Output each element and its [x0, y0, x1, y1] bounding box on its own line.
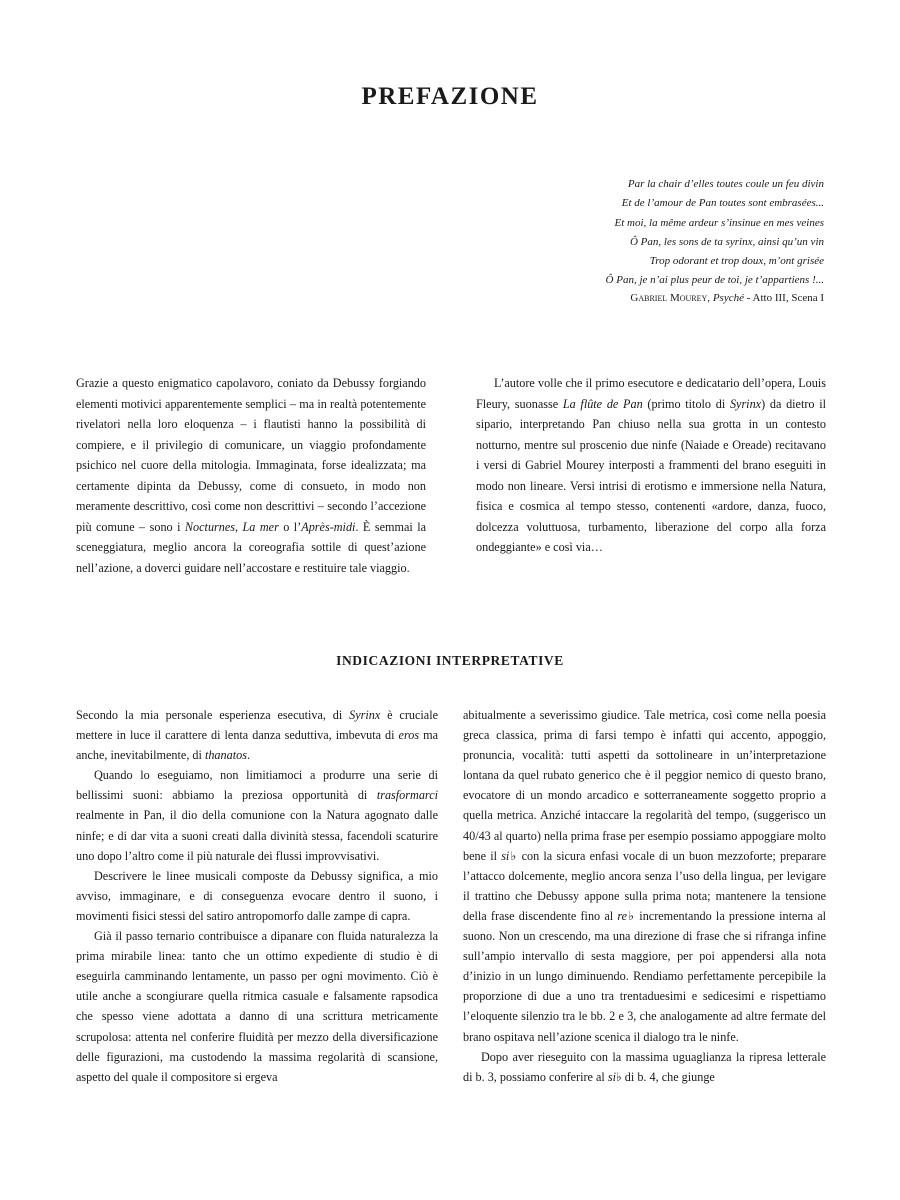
epigraph: [404, 175, 824, 291]
epigraph-line: Ô Pan, je n’ai plus peur de toi, je t’appartiens !...: [605, 274, 824, 287]
text-run: abitualmente a severissimo giudice. Tale metrica, così come nella poesia greca classica, prima di farsi tempo è infatti qui accento, appoggio, pronuncia, vocalità: tutti aspetti da sottolineare in un’interpretazione lontana da quel rubato generico che è il peggior nemico di questo brano, evocatore di un mondo arcadico e sotterraneamente soggetto proprio a quella metrica. Anziché intaccare la regolarità del tempo, (suggerisco un 40/43 al quarto) nella prima frase per esempio possiamo appoggiare molto bene il: [463, 708, 826, 863]
text-run: ♭ di b. 4, che giunge: [616, 1069, 715, 1084]
italic-note: re: [617, 908, 628, 923]
interpretation-left-column: [76, 705, 438, 1087]
italic-term: trasformarci: [376, 788, 438, 803]
body-paragraph: Già il passo ternario contribuisce a dipanare con fluida naturalezza la prima mirabile linea: tanto che un ottimo expediente di studio è di eseguirla camminando lentamente, un passo per ogni movimento. Ciò è utile anche a scongiurare quella ritmica casuale e falsamente rapsodica che spesso viene adottata a danno di una scrittura metricamente scrupolosa: attenta nel conferire fluidità per mezzo della diversificazione delle figurazioni, ma custodendo la massima regolarità di scansione, aspetto del quale il compositore si ergeva: [76, 929, 438, 1084]
attribution-author: Gabriel Mourey,: [630, 292, 711, 304]
body-paragraph: [76, 765, 438, 865]
text-run: L’autore volle che il primo esecutore e dedicatario dell’opera, Louis Fleury, suonasse: [476, 376, 826, 411]
interpretation-right-column: [463, 705, 826, 1087]
body-paragraph: [463, 705, 826, 1047]
text-run: è cruciale mettere in luce il carattere di lenta danza seduttiva, imbevuta di: [76, 708, 438, 743]
attribution-work: Psyché: [712, 292, 744, 304]
italic-title: Après-midi: [301, 519, 356, 534]
body-paragraph: [76, 705, 438, 765]
text-run: ma anche, inevitabilmente, di: [76, 728, 438, 763]
text-run: .: [246, 748, 250, 763]
text-run: Grazie a questo enigmatico capolavoro, coniato da Debussy forgiando elementi motivici apparentemente semplici – ma in realtà potentemente rivelatori nella loro eloquenza – i flautisti hanno la possibilità di compiere, e il privilegio di comunicare, un viaggio profondamente psichico nel cuore della mitologia. Immaginata, forse idealizzata; ma certamente dipinta da Debussy, come di consueto, in modo non meramente descrittivo, così come non descrittivi – secondo l’accezione più comune – sono i: [76, 376, 426, 534]
preface-left-column: [76, 373, 426, 578]
attribution-act: - Atto III, Scena I: [746, 292, 824, 304]
italic-term: thanatos: [204, 748, 247, 763]
text-run: ♭ con la sicura enfasi vocale di un buon mezzoforte; preparare l’attacco dolcemente, meglio ancora senza l’uso della lingua, per levigare il trattino che Debussy appone sulla prima nota; mantenere la tensione della frase discendente fino al: [463, 848, 826, 923]
text-run: ♭ incrementando la pressione interna al suono. Non un crescendo, ma una direzione di frase che si rifranga infine sull’ampio intervallo di sesta maggiore, per poi appendersi alla nota d’inizio in un lungo diminuendo. Rendiamo perfettamente percepibile la proporzione di due a uno tra trentaduesimi e sedicesimi e rispettiamo l’eloquente silenzio tra le bb. 2 e 3, che analogamente ad altre fermate del brano ospitava nell’azione scenica il dialogo tra le ninfe.: [463, 908, 826, 1044]
epigraph-attribution: [404, 292, 824, 304]
epigraph-line: Et moi, la même ardeur s’insinue en mes veines: [614, 216, 824, 229]
text-run: Dopo aver rieseguito con la massima uguaglianza la ripresa letterale di b. 3, possiamo conferire al: [463, 1049, 826, 1084]
text-run: . È semmai la sceneggiatura, meglio ancora la coreografia sottile di quest’azione nell’azione, a doverci guidare nell’accostare e restituire tale viaggio.: [76, 519, 426, 575]
preface-right-column: [476, 373, 826, 558]
text-run: o l’: [278, 519, 302, 534]
preface-paragraph: [76, 373, 426, 578]
italic-title: La flûte de Pan: [562, 396, 643, 411]
epigraph-line: Ô Pan, les sons de ta syrinx, ainsi qu’un vin: [629, 235, 824, 248]
text-run: (primo titolo di: [642, 396, 730, 411]
italic-note: si: [501, 848, 510, 863]
italic-title: Nocturnes: [184, 519, 236, 534]
text-run: ) da dietro il sipario, interpretando Pan chiuso nella sua grotta in un contesto notturno, mentre sul proscenio due ninfe (Naiade e Oreade) recitavano i versi di Gabriel Mourey interposti a frammenti del brano eseguiti in modo non lineare. Versi intrisi di erotismo e immersione nella Natura, fisica e cosmica al tempo stesso, contenenti «ardore, danza, fuoco, dolcezza voluttuosa, turbamento, liberazione del corpo alla forza ondeggiante» e così via…: [476, 396, 826, 554]
epigraph-line: Trop odorant et trop doux, m’ont grisée: [649, 255, 824, 268]
body-paragraph: Descrivere le linee musicali composte da Debussy significa, a mio avviso, immaginare, e di conseguenza evocare dentro il suono, i movimenti fisici stessi del satiro antropomorfo dalle zampe di capra.: [76, 868, 438, 923]
section-heading: INDICAZIONI INTERPRETATIVE: [336, 653, 564, 668]
preface-paragraph: [476, 373, 826, 558]
page-title: PREFAZIONE: [361, 83, 539, 110]
italic-title: La mer: [242, 519, 279, 534]
body-paragraph: [463, 1047, 826, 1087]
italic-note: si: [607, 1069, 616, 1084]
italic-title: Syrinx: [729, 396, 762, 411]
text-run: Secondo la mia personale esperienza esecutiva, di: [76, 708, 350, 722]
text-run: realmente in Pan, il dio della comunione con la Natura agognato dalle ninfe; e di dar vita a suoni creati dalla divinità stessa, facendoli scaturire uno dopo l’altro come il più naturale dei flussi improvvisativi.: [76, 808, 438, 863]
text-run: Quando lo eseguiamo, non limitiamoci a produrre una serie di bellissimi suoni: abbiamo la preziosa opportunità di: [76, 768, 438, 803]
text-run: ,: [235, 519, 243, 534]
italic-term: Syrinx: [349, 708, 381, 722]
epigraph-line: Et de l’amour de Pan toutes sont embrasées...: [621, 197, 824, 210]
epigraph-line: Par la chair d’elles toutes coule un feu divin: [627, 178, 824, 190]
italic-term: eros: [398, 728, 420, 743]
